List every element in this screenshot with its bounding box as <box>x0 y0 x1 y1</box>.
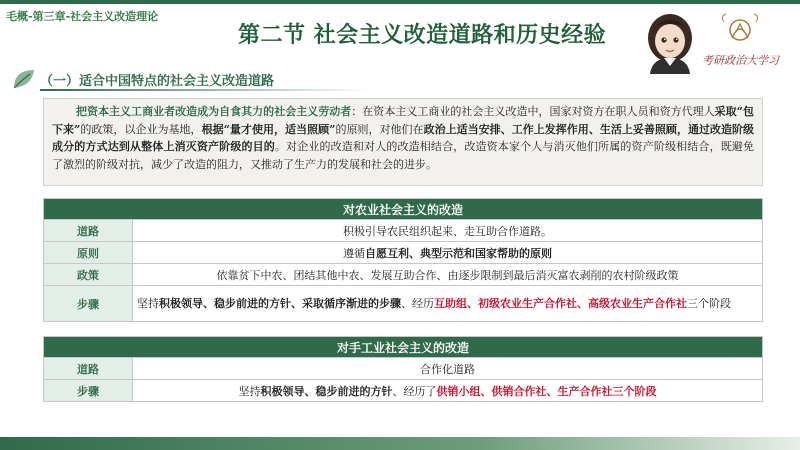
intro-text-1: ：在资本主义工商业的社会主义改造中，国家对资方在职人员和资方代理人 <box>351 105 715 118</box>
breadcrumb: 毛概-第三章-社会主义改造理论 <box>6 10 159 23</box>
steps-mid: 、经历了 <box>392 384 437 398</box>
leaf-icon <box>10 66 38 92</box>
handicraft-table <box>43 336 763 402</box>
steps-bold: 积极领导、稳步前进的方针 <box>260 384 393 398</box>
principle-bold: 自愿互利、典型示范和国家帮助的原则 <box>365 246 552 260</box>
steps-prefix: 坚持 <box>137 296 159 310</box>
row-label: 步骤 <box>44 286 133 322</box>
steps-bold: 积极领导、稳步前进的方针、采取循序渐进的步骤 <box>159 296 401 310</box>
intro-bold-1: 采取“包下来” <box>52 105 755 136</box>
intro-paragraph <box>43 98 763 186</box>
page-title: 第二节 社会主义改造道路和历史经验 <box>238 23 607 48</box>
row-label: 道路 <box>44 220 133 242</box>
row-value: 合作化道路 <box>133 358 763 380</box>
steps-suffix: 三个阶段 <box>687 296 731 310</box>
section-heading-text: （一）适合中国特点的社会主义改造道路 <box>40 74 275 89</box>
principle-prefix: 遵循 <box>343 246 365 260</box>
brand-text: 考研政治大学习 <box>702 54 779 67</box>
table-row <box>44 286 763 322</box>
intro-bold-2: 根据“量才使用，适当照顾” <box>201 122 336 136</box>
intro-text-4: 。对企业的改造和对人的改造相结合，改造资本家个人与消灭他们所属的资产阶级相结合，既避免了激烈的阶级对抗，减少了改造的阻力，又推动了生产力的发展和社会的进步。 <box>52 140 754 171</box>
table-row <box>44 358 763 380</box>
intro-lead: 把资本主义工商业者改造成为自食其力的社会主义劳动者 <box>76 105 352 118</box>
row-value: 依靠贫下中农、团结其他中农、发展互助合作、由逐步限制到最后消灭富农剥削的农村阶级政策 <box>133 264 763 286</box>
section-heading <box>40 70 400 90</box>
row-label: 道路 <box>44 358 133 380</box>
row-label: 原则 <box>44 242 133 264</box>
intro-bold-3: 政治上适当安排、工作上发挥作用、生活上妥善照顾，通过改造阶级成分的方式达到从整体上消灭资产阶级的目的 <box>52 122 755 153</box>
table-row <box>44 380 763 402</box>
row-value <box>133 242 763 264</box>
agriculture-table <box>43 198 763 322</box>
steps-highlight: 供销小组、供销合作社、生产合作社三个阶段 <box>436 384 657 398</box>
table-row <box>44 220 763 242</box>
row-label: 政策 <box>44 264 133 286</box>
row-value <box>133 380 763 402</box>
steps-highlight: 互助组、初级农业生产合作社、高级农业生产合作社 <box>434 296 687 310</box>
table-row <box>44 264 763 286</box>
heading-underline <box>40 89 370 91</box>
agriculture-table-title: 对农业社会主义的改造 <box>44 199 763 220</box>
intro-text-2: 的政策，以企业为基地， <box>80 122 202 136</box>
table-row <box>44 242 763 264</box>
steps-mid: 、经历 <box>401 296 434 310</box>
row-value: 积极引导农民组织起来、走互助合作道路。 <box>133 220 763 242</box>
bottom-accent-bar <box>0 437 800 450</box>
handicraft-table-title: 对手工业社会主义的改造 <box>44 337 763 358</box>
intro-text-3: 的原则，对他们在 <box>335 122 424 136</box>
steps-prefix: 坚持 <box>238 384 261 398</box>
row-label: 步骤 <box>44 380 133 402</box>
row-value <box>133 286 763 322</box>
top-accent-bar <box>0 0 800 4</box>
brand-logo <box>640 8 792 74</box>
